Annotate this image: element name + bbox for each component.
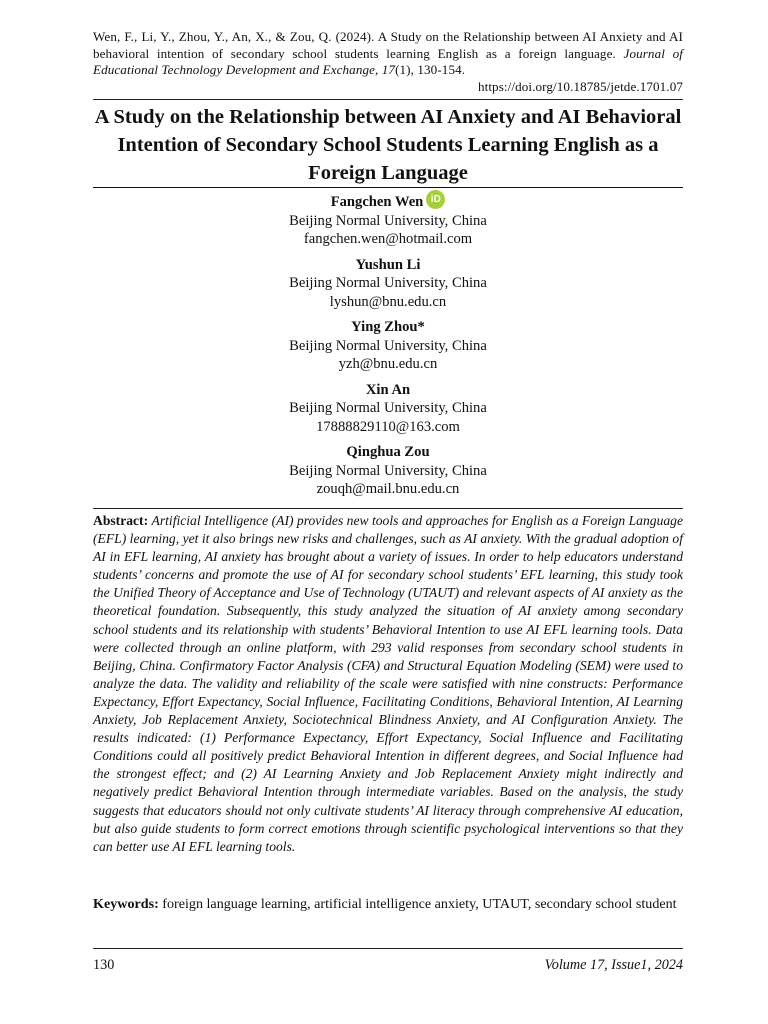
title-rule	[93, 187, 683, 188]
citation-authors: Wen, F., Li, Y., Zhou, Y., An, X., & Zou, Q. (2024). A Study on the Relationship between AI Anxiety and AI behavioral intention of secondary school students learning English as a foreign language.	[93, 29, 683, 61]
author-affiliation: Beijing Normal University, China	[289, 212, 487, 229]
volume-issue: Volume 17, Issue1, 2024	[544, 957, 683, 973]
abstract-text: Artificial Intelligence (AI) provides new tools and approaches for English as a Foreign Language (EFL) learning, yet it also brings new risks and challenges, such as AI anxiety. With the gradual adoption of AI in EFL learning, AI anxiety has brought about a variety of issues. In order to help educators understand students’ concerns and promote the use of AI for secondary school students’ EFL learning, this study took the Unified Theory of Acceptance and Use of Technology (UTAUT) and relevant aspects of AI anxiety as the theoretical foundation. Subsequently, this study analyzed the situation of AI anxiety among secondary school students and its relationship with students’ Behavioral Intention to use AI EFL learning tools. Data were collected through an online platform, with 293 valid responses from secondary school students in Beijing, China. Confirmatory Factor Analysis (CFA) and Structural Equation Modeling (SEM) were used to analyze the data. The validity and reliability of the scale were satisfied with nine constructs: Performance Expectancy, Effort Expectancy, Social Influence, Facilitating Conditions, Behavioral Intention, AI Learning Anxiety, Job Replacement Anxiety, Sociotechnical Blindness Anxiety, and AI Configuration Anxiety. The results indicated: (1) Performance Expectancy, Effort Expectancy, Social Influence and Facilitating Conditions could all positively predict Behavioral Intention in different degrees, and Social Influence had the strongest effect; and (2) AI Learning Anxiety and Job Replacement Anxiety might indirectly and negatively predict Behavioral Intention through intermediate variables. Based on the analysis, the study suggests that educators should not only cultivate students’ AI literacy through comprehensive AI education, but also guide students to form correct emotions through scientific psychological interventions so that they can better use AI EFL learning tools.	[93, 513, 683, 854]
author-list	[93, 193, 683, 506]
author-affiliation: Beijing Normal University, China	[289, 275, 487, 291]
abstract-label: Abstract:	[93, 513, 149, 528]
author-affiliation: Beijing Normal University, China	[289, 462, 487, 479]
page-footer	[93, 957, 683, 974]
author-email[interactable]: lyshun@bnu.edu.cn	[329, 293, 447, 310]
author-name: Ying Zhou*	[351, 319, 425, 335]
author-block	[93, 193, 683, 249]
author-email[interactable]: zouqh@mail.bnu.edu.cn	[316, 481, 460, 497]
keywords-text: foreign language learning, artificial intelligence anxiety, UTAUT, secondary school student	[162, 896, 677, 912]
page-number: 130	[93, 957, 115, 973]
keywords-label: Keywords:	[93, 896, 159, 912]
author-affiliation: Beijing Normal University, China	[289, 337, 487, 354]
author-block	[93, 381, 683, 437]
paper-title: A Study on the Relationship between AI Anxiety and AI Behavioral Intention of Secondary School Students Learning English as a Foreign Language	[94, 106, 682, 184]
author-name: Fangchen Wen	[330, 194, 424, 210]
author-block	[93, 256, 683, 312]
footer-rule	[93, 948, 683, 949]
citation-volume: 17	[381, 62, 396, 78]
citation-header: Wen, F., Li, Y., Zhou, Y., An, X., & Zou, Q. (2024). A Study on the Relationship between AI Anxiety and AI behavioral intention of secondary school students learning English as a foreign language. Journal of Educational Technology Development and Exchange, 17(1), 130-154. https://doi.org/10.18785/jetde.1701.07	[93, 29, 684, 94]
author-email[interactable]: 17888829110@163.com	[316, 418, 460, 435]
author-email[interactable]: fangchen.wen@hotmail.com	[303, 231, 473, 247]
header-rule	[93, 99, 683, 100]
citation-issue-pages: (1), 130-154.	[395, 62, 466, 78]
author-name: Qinghua Zou	[346, 444, 430, 460]
citation-journal: Journal of Educational Technology Development and Exchange	[93, 45, 684, 78]
abstract-section	[93, 512, 683, 856]
author-name: Xin An	[365, 381, 411, 398]
author-block	[93, 318, 683, 374]
keywords-section	[93, 895, 683, 914]
author-block	[93, 443, 683, 499]
author-name: Yushun Li	[355, 256, 421, 273]
author-affiliation: Beijing Normal University, China	[289, 400, 487, 416]
abstract-rule	[93, 508, 683, 509]
author-email[interactable]: yzh@bnu.edu.cn	[338, 356, 438, 372]
orcid-icon[interactable]: iD	[426, 190, 445, 209]
citation-doi-link[interactable]: https://doi.org/10.18785/jetde.1701.07	[477, 78, 683, 94]
